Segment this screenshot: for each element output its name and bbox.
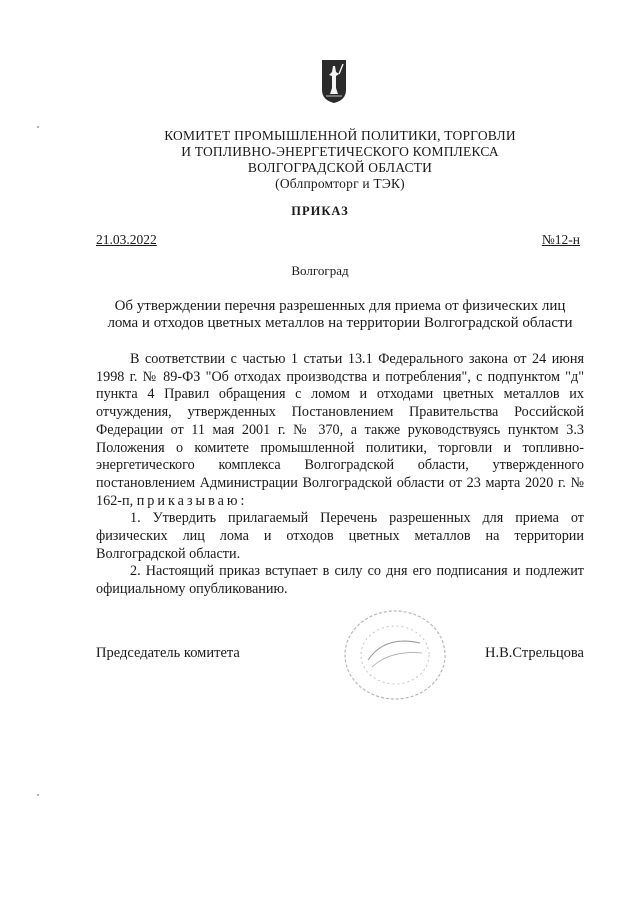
- header-line-abbreviation: (Облпромторг и ТЭК): [275, 176, 405, 191]
- official-stamp: [330, 605, 460, 705]
- document-number: №12-н: [541, 232, 580, 247]
- header-line-1: КОМИТЕТ ПРОМЫШЛЕННОЙ ПОЛИТИКИ, ТОРГОВЛИ: [164, 128, 516, 143]
- order-keyword: приказываю:: [136, 492, 248, 509]
- signatory-name: Н.В.Стрельцова: [484, 645, 584, 661]
- coat-of-arms-emblem: [320, 58, 348, 104]
- title-line-2: лома и отходов цветных металлов на территории Волгоградской области: [107, 315, 573, 331]
- signatory-position: Председатель комитета: [96, 645, 240, 661]
- header-line-2: И ТОПЛИВНО-ЭНЕРГЕТИЧЕСКОГО КОМПЛЕКСА: [181, 144, 499, 159]
- title-line-1: Об утверждении перечня разрешенных для приема от физических лиц: [114, 298, 566, 314]
- organization-header: [100, 128, 580, 192]
- scan-speck: [37, 126, 39, 128]
- document-body: [96, 351, 584, 599]
- scan-speck: [37, 794, 39, 796]
- intro-text: В соответствии с частью 1 статьи 13.1 Федерального закона от 24 июня 1998 г. № 89-ФЗ "Об отходах производства и потребления", с подпунктом "д" пункта 4 Правил обращения с ломом и отходами цветных металлов их отчуждения, утвержденных Постановлением Правительства Российской Федерации от 11 мая 2001 г. № 370, а также руководствуясь пунктом 3.3 Положения о комитете промышленной политики, торговли и топливно-энергетического комплекса Волгоградской области, утвержденного постановлением Администрации Волгоградской области от 23 марта 2020 г. № 162-п,: [96, 351, 584, 509]
- document-city: Волгоград: [291, 263, 349, 278]
- header-line-3: ВОЛГОГРАДСКОЙ ОБЛАСТИ: [247, 160, 433, 175]
- document-title: [90, 298, 590, 332]
- document-type: ПРИКАЗ: [291, 204, 349, 218]
- document-date: 21.03.2022: [96, 232, 157, 247]
- intro-paragraph: [96, 351, 584, 510]
- order-item-1: 1. Утвердить прилагаемый Перечень разрешенных для приема от физических лиц лома и отходов цветных металлов на территории Волгоградской области.: [96, 510, 584, 562]
- order-item-2: 2. Настоящий приказ вступает в силу со дня его подписания и подлежит официальному опубликованию.: [96, 563, 584, 598]
